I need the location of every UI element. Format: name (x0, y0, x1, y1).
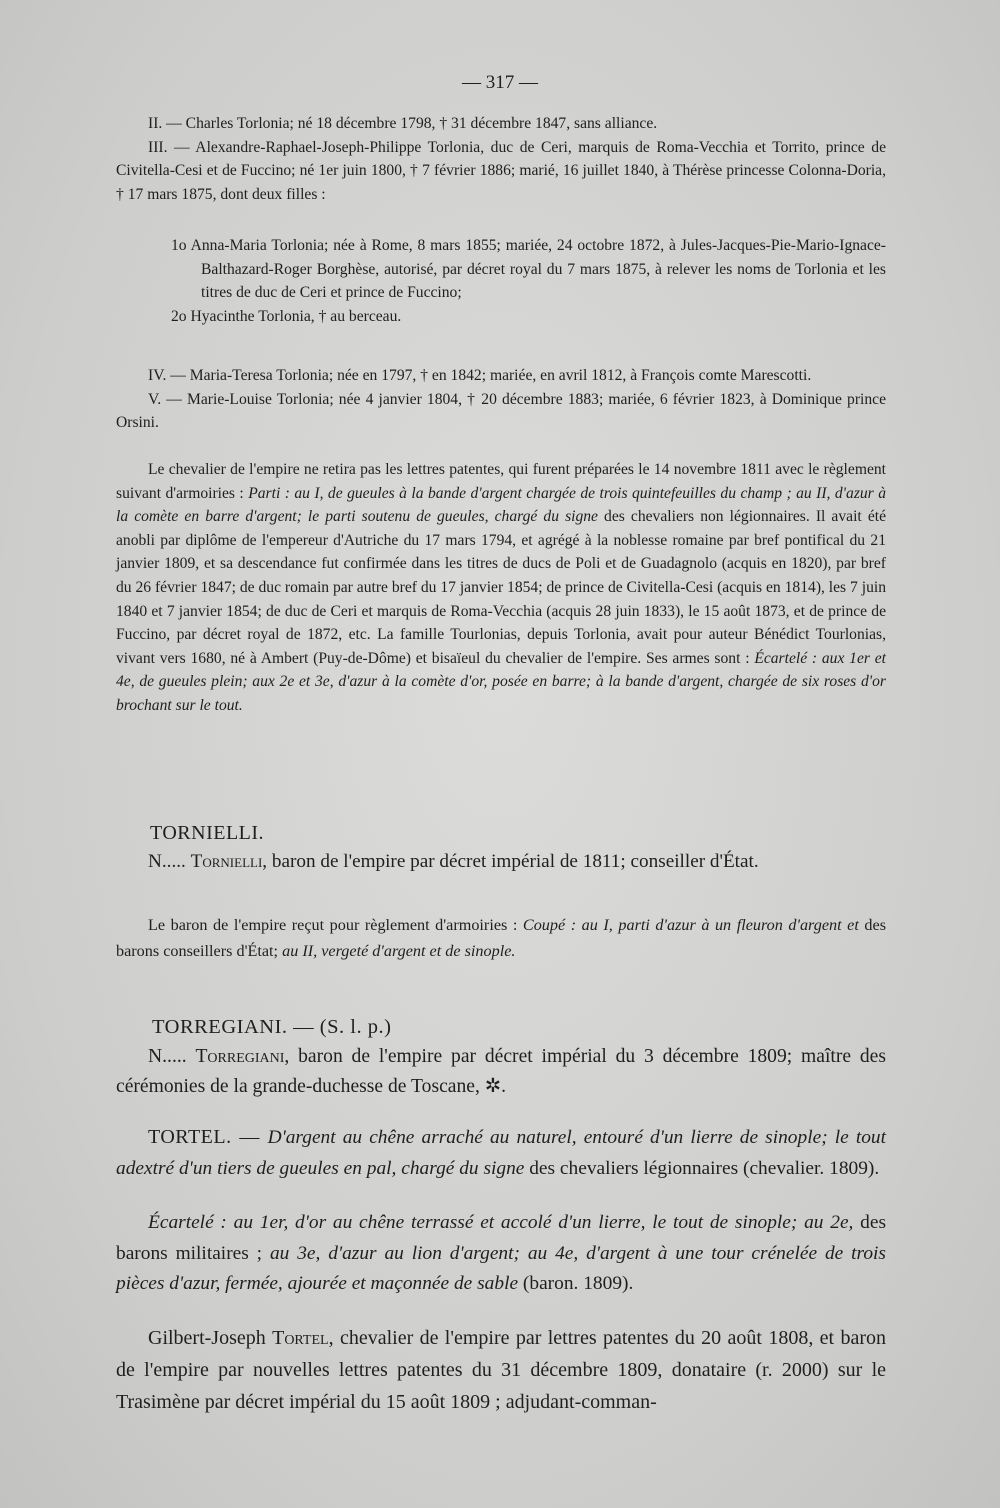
arms-blazon: Coupé : au I, parti d'azur à un fleuron d'argent et (522, 916, 859, 934)
torlonia-daughters (116, 234, 886, 328)
arms-blazon: Écartelé : au 1er, d'or au chêne terrassé et accolé d'un lierre, le tout de sinople; au 2e, (148, 1212, 854, 1233)
arms-blazon: Écartelé : aux 1er et 4e, de gueules plein; aux 2e et 3e, d'azur à la comète d'or, posée en barre; à la bande d'argent, chargée de six roses d'or brochant sur le tout. (116, 649, 886, 714)
child-entry-ii: II. — Charles Torlonia; né 18 décembre 1798, † 31 décembre 1847, sans alliance. (148, 115, 658, 132)
section-heading-tornielli: TORNIELLI. (150, 822, 265, 844)
person-name: Tortel (272, 1327, 329, 1349)
arms-blazon: au II, vergeté d'argent et de sinople. (282, 942, 516, 960)
page-number: — 317 — (462, 72, 538, 93)
tornielli-arms: Le baron de l'empire reçut pour règlement d'armoiries : Coupé : au I, parti d'azur à un fleuron d'argent et des barons conseillers d'État; au II, vergeté d'argent et de sinople. (116, 916, 886, 960)
arms-blazon: au 3e, d'azur au lion d'argent; au 4e, d'argent à une tour crénelée de trois pièces d'azur, fermée, ajourée et maçonnée de sable (116, 1242, 886, 1294)
child-entry-v: V. — Marie-Louise Torlonia; née 4 janvier 1804, † 20 décembre 1883; mariée, 6 février 1823, à Dominique prince Orsini. (116, 390, 886, 432)
tornielli-entry: N..... Tornielli, baron de l'empire par décret impérial de 1811; conseiller d'État. (148, 851, 759, 872)
child-entry-iv: IV. — Maria-Teresa Torlonia; née en 1797, † en 1842; mariée, en avril 1812, à François comte Marescotti. (148, 367, 812, 384)
child-entry-iii: III. — Alexandre-Raphael-Joseph-Philippe Torlonia, duc de Ceri, marquis de Roma-Vecchia et Torrito, prince de Civitella-Cesi et de Fuccino; né 1er juin 1800, † 7 février 1886; marié, 16 juillet 1840, à Thérèse princesse Colonna-Doria, † 17 mars 1875, dont deux filles : (116, 138, 886, 203)
person-name: Tornielli (190, 851, 263, 872)
daughter-entry-1: 1o Anna-Maria Torlonia; née à Rome, 8 mars 1855; mariée, 24 octobre 1872, à Jules-Jacques-Pie-Mario-Ignace-Balthazard-Roger Borghèse, autorisé, par décret royal du 7 mars 1875, à relever les noms de Torlonia et les titres de duc de Ceri et prince de Fuccino; (171, 237, 886, 302)
torlonia-history-paragraph (116, 458, 886, 718)
daughter-entry-2: 2o Hyacinthe Torlonia, † au berceau. (171, 307, 402, 325)
paragraph-text: Le chevalier de l'empire ne retira pas les lettres patentes, qui furent préparées le 14 novembre 1811 avec le règlement suivant d'armoiries : (116, 461, 886, 502)
arms-blazon: D'argent au chêne arraché au naturel, entouré d'un lierre de sinople; le tout adextré d'un tiers de gueules en pal, chargé du signe (116, 1127, 886, 1179)
paragraph-text: des chevaliers non légionnaires. Il avait été anobli par diplôme de l'empereur d'Autriche du 17 mars 1794, et agrégé à la noblesse romaine par bref pontifical du 21 janvier 1809, et sa descendance fut confirmée dans les titres de ducs de Poli et de Guadagnolo (acquis en 1820), par bref du 26 février 1847; de duc romain par autre bref du 17 janvier 1854; de prince de Civitella-Cesi (acquis en 1814), les 7 juin 1840 et 7 janvier 1854; de duc de Ceri et marquis de Roma-Vecchia (acquis 28 juin 1833), le 15 août 1873, et de prince de Fuccino, par décret royal de 1872, etc. La famille Tourlonias, depuis Torlonia, avait pour auteur Bénédict Tourlonias, vivant vers 1680, né à Ambert (Puy-de-Dôme) et bisaïeul du chevalier de l'empire. Ses armes sont : (116, 508, 886, 667)
torregiani-entry: N..... Torregiani, baron de l'empire par décret impérial du 3 décembre 1809; maître des cérémonies de la grande-duchesse de Toscane, ✲. (116, 1046, 886, 1097)
arms-blazon: Parti : au I, de gueules à la bande d'argent chargée de trois quintefeuilles du champ ; au II, d'azur à la comète en barre d'argent; le parti soutenu de gueules, chargé du signe (116, 484, 886, 526)
tortel-biography: Gilbert-Joseph Tortel, chevalier de l'empire par lettres patentes du 20 août 1808, et baron de l'empire par nouvelles lettres patentes du 31 décembre 1809, donataire (r. 2000) sur le Trasimène par décret impérial du 15 août 1809 ; adjudant-comman- (116, 1327, 886, 1413)
section-heading-torregiani: TORREGIANI. — (S. l. p.) (152, 1016, 392, 1038)
tortel-arms-baron: Écartelé : au 1er, d'or au chêne terrassé et accolé d'un lierre, le tout de sinople; au 2e, des barons militaires ; au 3e, d'azur au lion d'argent; au 4e, d'argent à une tour crénelée de trois pièces d'azur, fermée, ajourée et maçonnée de sable (baron. 1809). (116, 1212, 886, 1294)
tortel-arms-chevalier: TORTEL. — D'argent au chêne arraché au naturel, entouré d'un lierre de sinople; le tout adextré d'un tiers de gueules en pal, chargé du signe des chevaliers légionnaires (chevalier. 1809). (116, 1126, 886, 1179)
torlonia-children-top (116, 112, 886, 206)
torlonia-children-bottom (116, 364, 886, 435)
section-heading-tortel: TORTEL. — (148, 1126, 268, 1148)
person-name: Torregiani (195, 1046, 285, 1067)
